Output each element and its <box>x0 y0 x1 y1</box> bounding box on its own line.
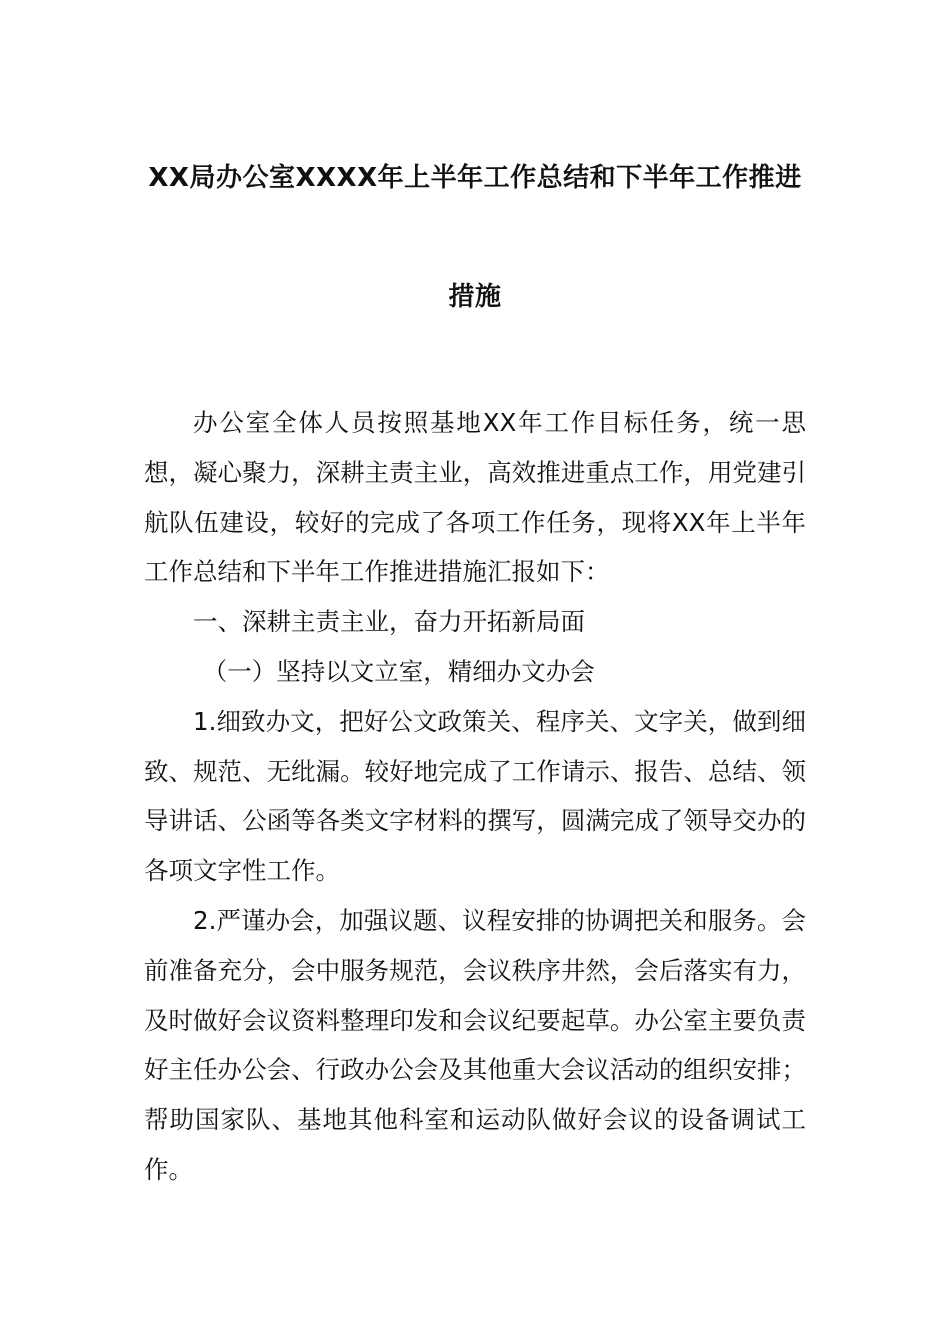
item-paragraph-1: 1.细致办文，把好公文政策关、程序关、文字关，做到细致、规范、无纰漏。较好地完成了工作请示、报告、总结、领导讲话、公函等各类文字材料的撰写，圆满完成了领导交办的各项文字性工作。 <box>144 706 806 886</box>
subsection-heading: （一）坚持以文立室，精细办文办会 <box>202 656 595 686</box>
document-body <box>144 398 806 1195</box>
section-heading: 一、深耕主责主业，奋力开拓新局面 <box>193 607 585 637</box>
document-title-line-2: 措施 <box>448 282 502 312</box>
document-title-line-1: XX局办公室XXXX年上半年工作总结和下半年工作推进 <box>148 163 802 193</box>
intro-paragraph: 办公室全体人员按照基地XX年工作目标任务，统一思想，凝心聚力，深耕主责主业，高效推进重点工作，用党建引航队伍建设，较好的完成了各项工作任务，现将XX年上半年工作总结和下半年工作推进措施汇报如下： <box>144 408 806 587</box>
item-paragraph-2: 2.严谨办会，加强议题、议程安排的协调把关和服务。会前准备充分，会中服务规范，会议秩序井然，会后落实有力，及时做好会议资料整理印发和会议纪要起草。办公室主要负责好主任办公会、行政办公会及其他重大会议活动的组织安排；帮助国家队、基地其他科室和运动队做好会议的设备调试工作。 <box>144 905 806 1184</box>
